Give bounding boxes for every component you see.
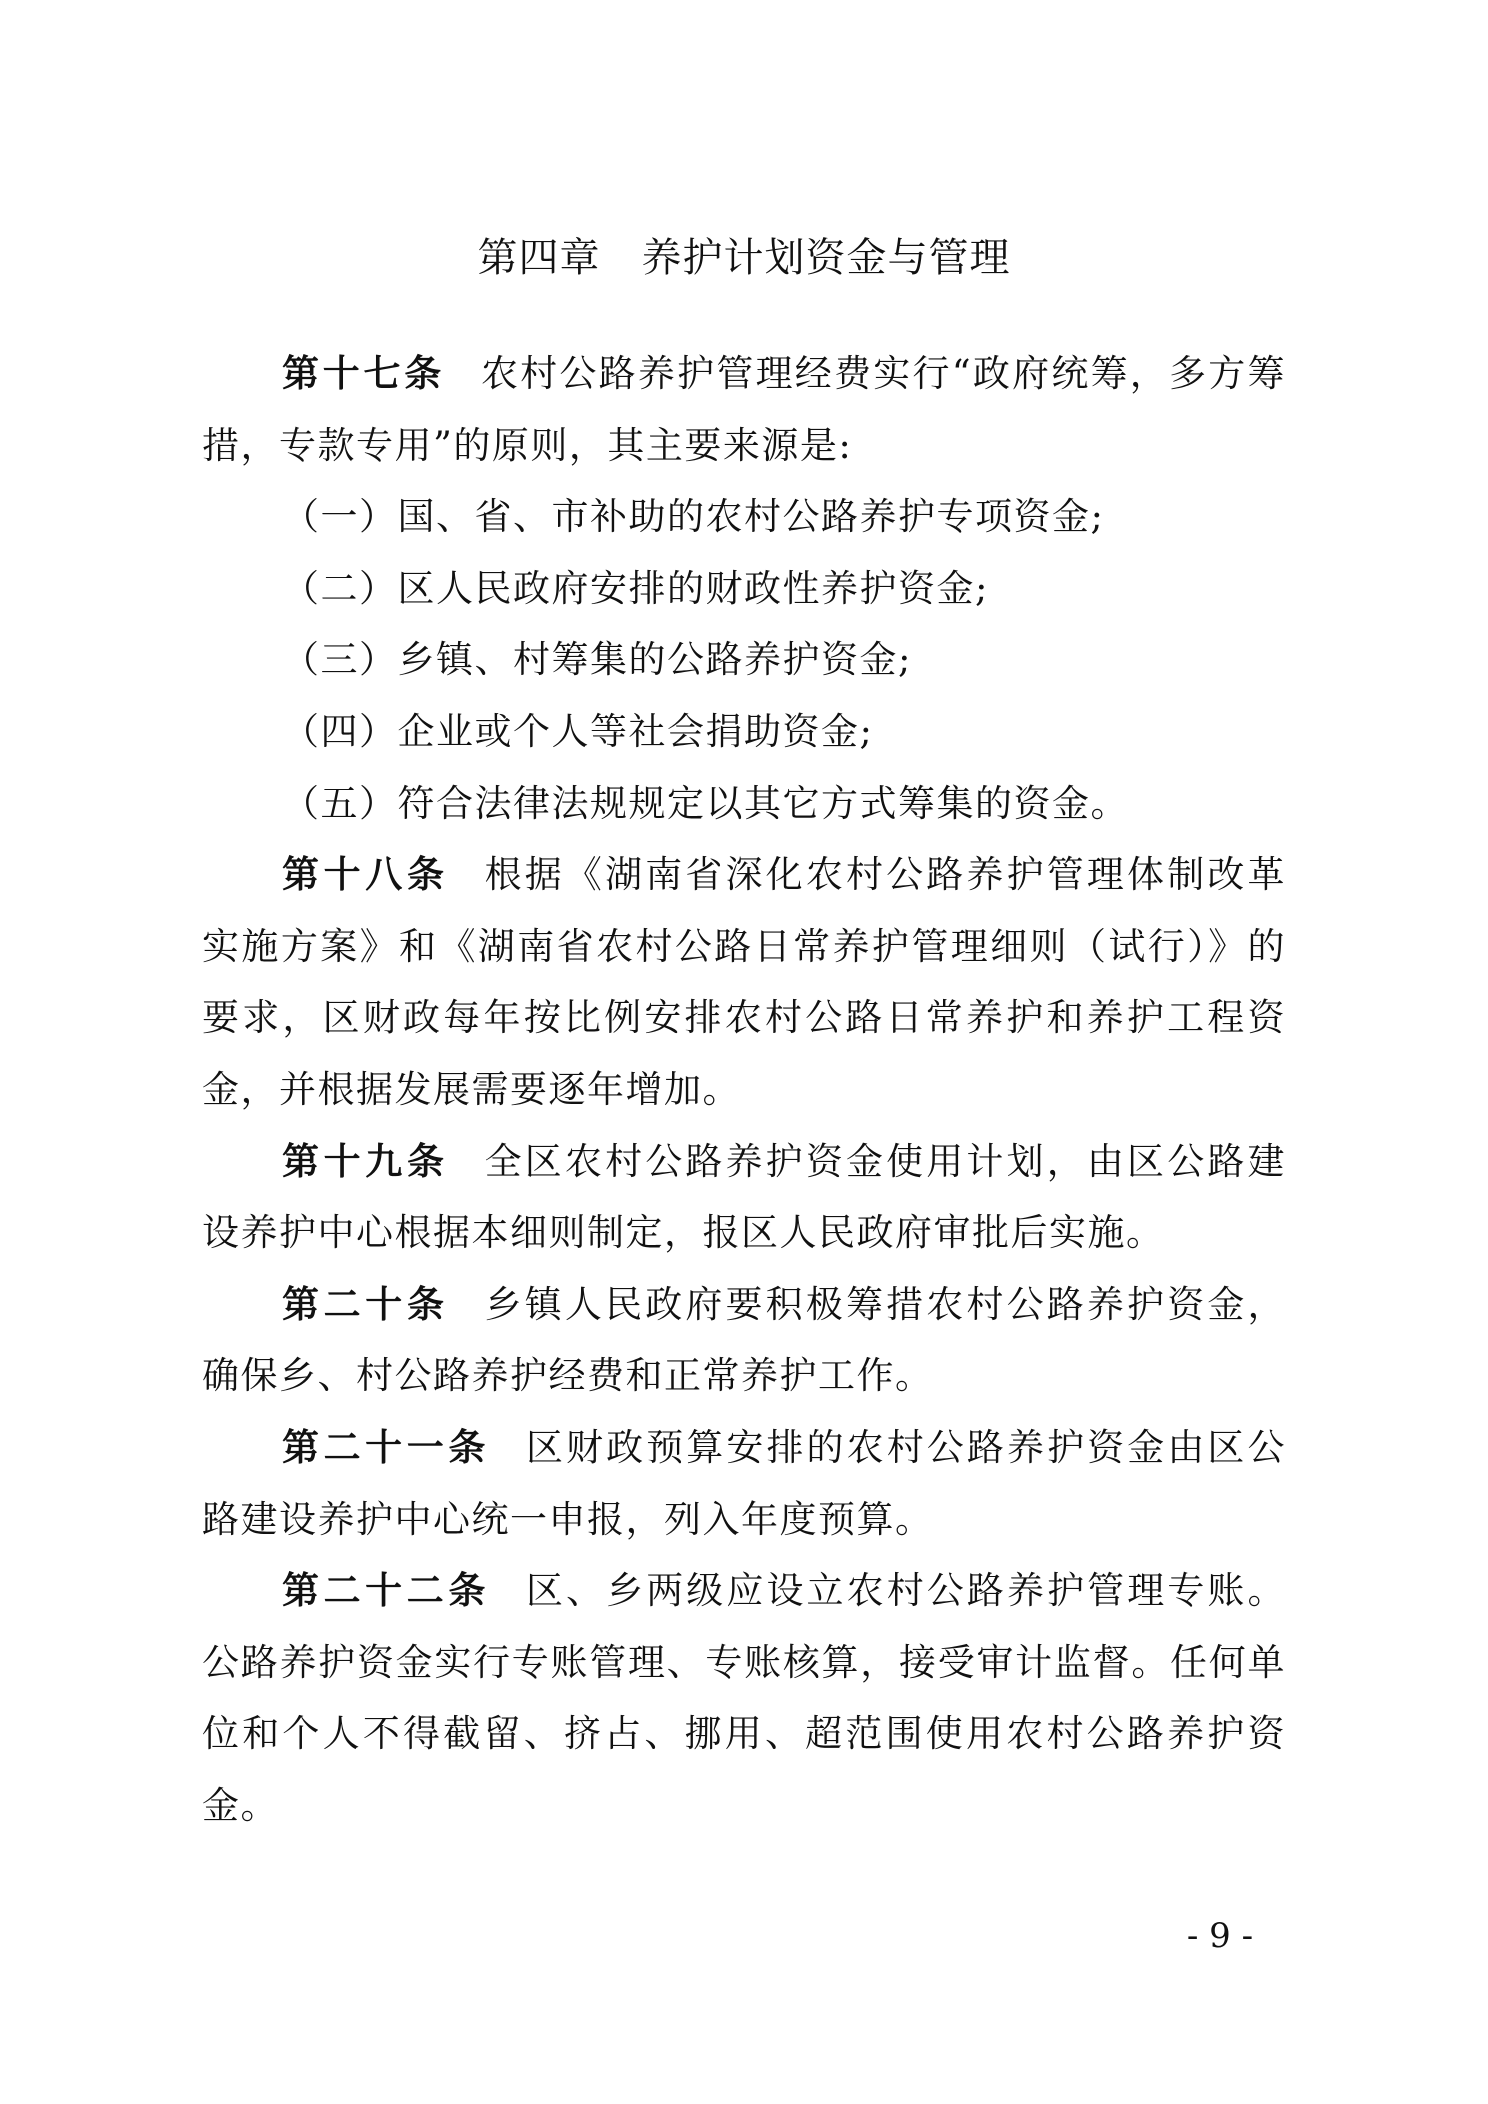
article-number: 第二十条 [282, 1282, 449, 1326]
article-18 [202, 839, 1286, 1125]
list-item: （一）国、省、市补助的农村公路养护专项资金; [282, 495, 1105, 539]
list-item: （五）符合法律法规规定以其它方式筹集的资金。 [282, 781, 1129, 825]
article-19 [202, 1126, 1286, 1269]
article-text: 农村公路养护管理经费实行“政府统筹，多方筹措，专款专用”的原则，其主要来源是: [202, 352, 1287, 467]
article-text: 乡镇人民政府要积极筹措农村公路养护资金，确保乡、村公路养护经费和正常养护工作。 [202, 1282, 1286, 1398]
chapter-title: 第四章 养护计划资金与管理 [477, 235, 1011, 281]
article-20 [202, 1269, 1286, 1412]
list-item: （二）区人民政府安排的财政性养护资金; [282, 566, 989, 610]
article-number: 第十七条 [282, 352, 445, 395]
article-text: 全区农村公路养护资金使用计划，由区公路建设养护中心根据本细则制定，报区人民政府审批后实施。 [202, 1139, 1286, 1255]
article-17 [202, 338, 1286, 481]
list-item: （四）企业或个人等社会捐助资金; [282, 709, 874, 753]
article-text: 根据《湖南省深化农村公路养护管理体制改革实施方案》和《湖南省农村公路日常养护管理细则（试行）》的要求，区财政每年按比例安排农村公路日常养护和养护工程资金，并根据发展需要逐年增加。 [202, 853, 1286, 1111]
article-22 [202, 1555, 1286, 1841]
article-text: 区、乡两级应设立农村公路养护管理专账。公路养护资金实行专账管理、专账核算，接受审计监督。任何单位和个人不得截留、挤占、挪用、超范围使用农村公路养护资金。 [202, 1569, 1287, 1827]
article-text: 区财政预算安排的农村公路养护资金由区公路建设养护中心统一申报，列入年度预算。 [202, 1425, 1287, 1541]
article-21 [202, 1412, 1286, 1555]
page-number: - 9 - [1186, 1916, 1254, 1956]
article-number: 第十八条 [282, 853, 449, 897]
article-number: 第二十一条 [282, 1425, 490, 1469]
document-body [202, 338, 1286, 1841]
list-item: （三）乡镇、村筹集的公路养护资金; [282, 638, 912, 682]
article-number: 第二十二条 [282, 1569, 490, 1613]
article-number: 第十九条 [282, 1139, 449, 1183]
